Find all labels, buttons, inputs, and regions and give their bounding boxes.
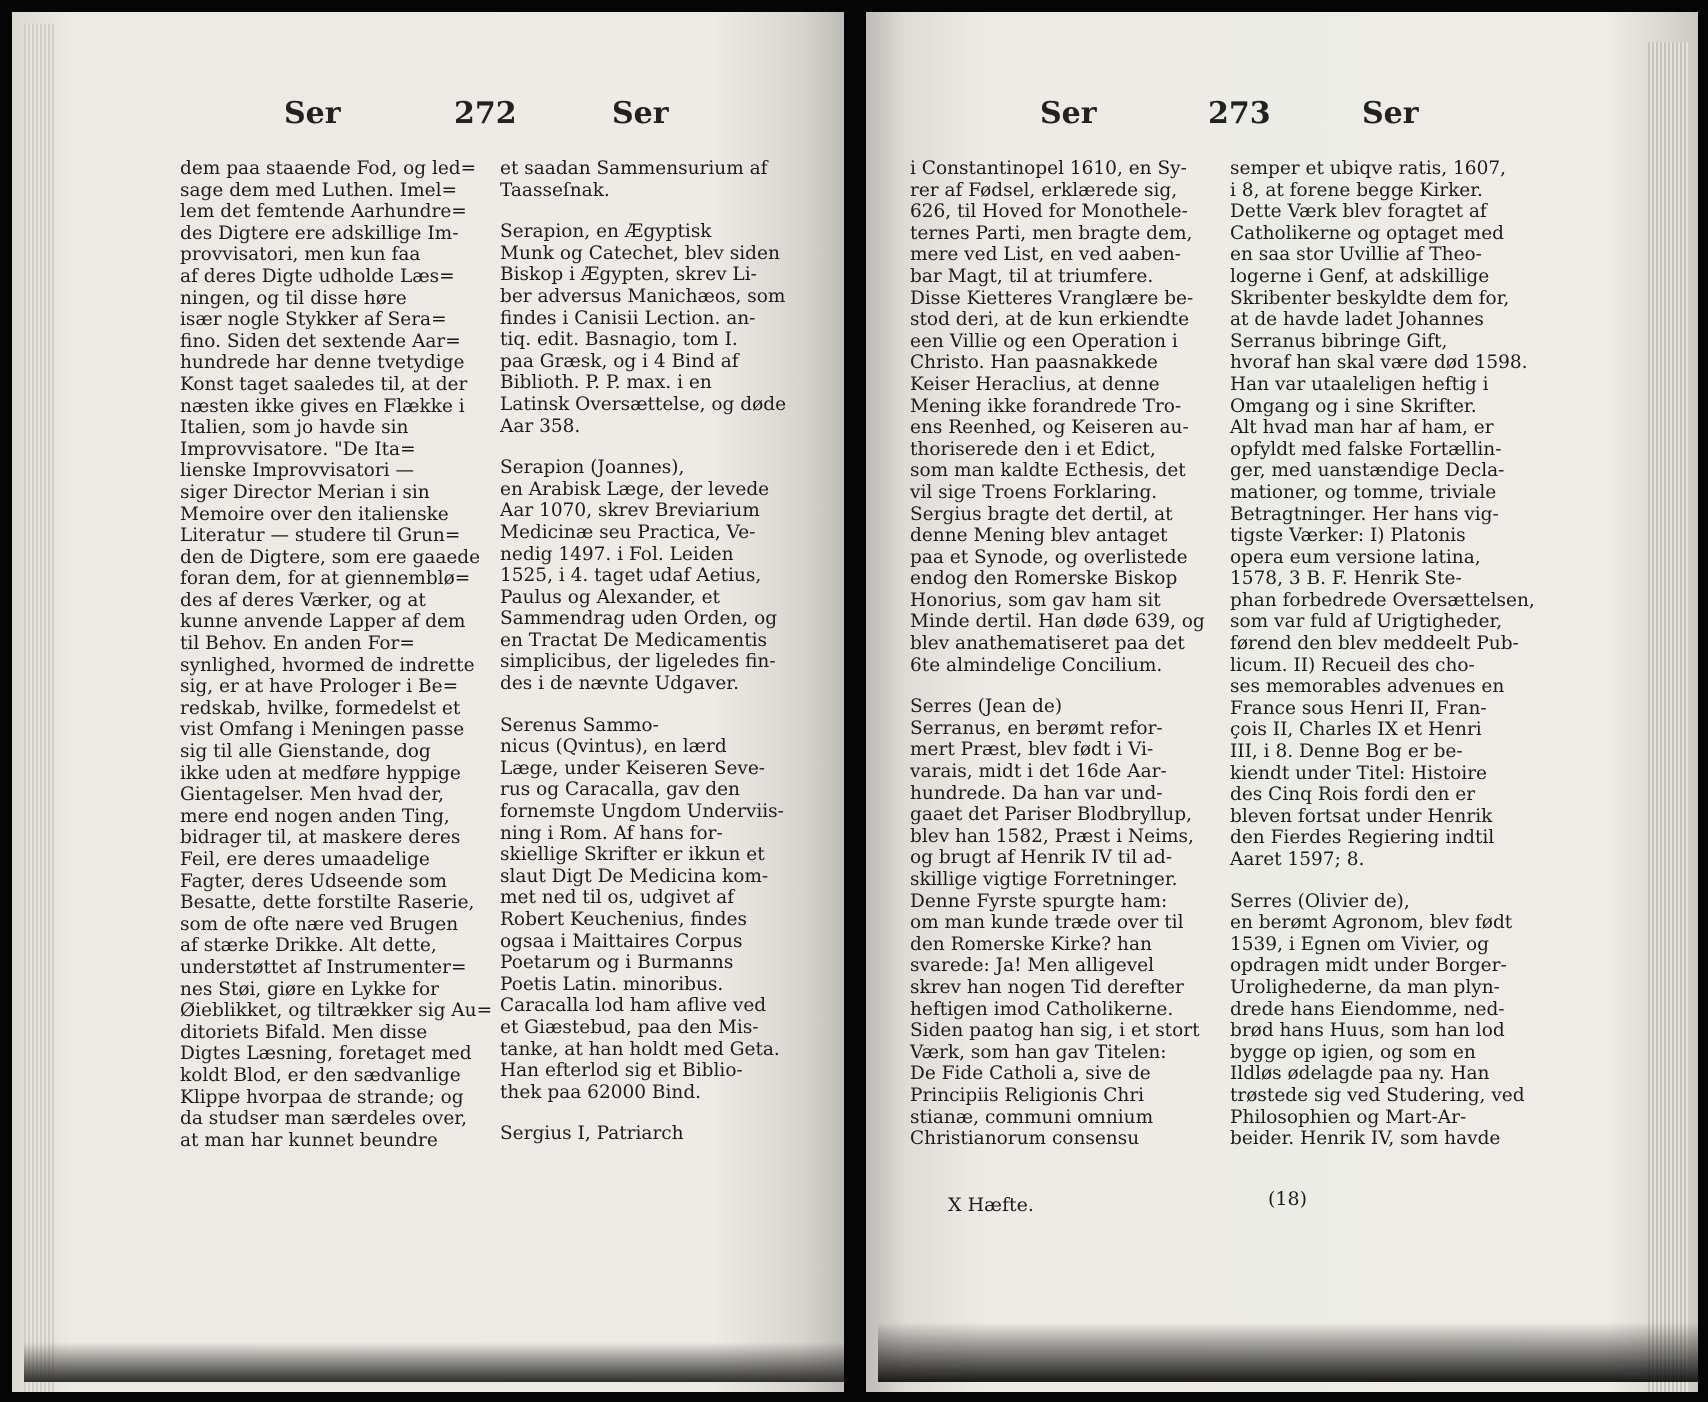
text-line: en Arabisk Læge, der levede bbox=[500, 478, 770, 500]
text-line: synlighed, hvormed de indrette bbox=[180, 654, 475, 676]
text-line: Serenus Sammo- bbox=[500, 714, 659, 736]
text-line: stod deri, at de kun erkiendte bbox=[910, 309, 1190, 331]
text-line: Betragtninger. Her hans vig- bbox=[1230, 503, 1499, 525]
text-line: som de ofte nære ved Brugen bbox=[180, 913, 459, 935]
text-line: redskab, hvilke, formedelst et bbox=[180, 697, 461, 719]
text-line: tiq. edit. Basnagio, tom I. bbox=[500, 329, 738, 351]
text-line: tanke, at han holdt med Geta. bbox=[500, 1038, 780, 1060]
text-line: Fagter, deres Udseende som bbox=[180, 870, 447, 892]
text-line: des Cinq Rois fordi den er bbox=[1230, 784, 1476, 806]
text-line: skrev han nogen Tid derefter bbox=[910, 976, 1184, 998]
text-line: skillige vigtige Forretninger. bbox=[910, 869, 1178, 890]
text-line: lem det femtende Aarhundre= bbox=[180, 201, 467, 223]
text-line: Caracalla lod ham aflive ved bbox=[500, 995, 767, 1017]
text-line: provvisatori, men kun faa bbox=[180, 244, 421, 266]
text-line: bar Magt, til at triumfere. bbox=[910, 265, 1154, 287]
text-line: en berømt Agronom, blev født bbox=[1230, 912, 1513, 934]
text-line: Italien, som jo havde sin bbox=[180, 417, 409, 439]
text-line: Improvvisatore. "De Ita= bbox=[180, 438, 416, 460]
left-header-left: Ser bbox=[284, 96, 341, 131]
text-line: des i de nævnte Udgaver. bbox=[500, 673, 739, 695]
text-line: Siden paatog han sig, i et stort bbox=[910, 1020, 1200, 1042]
text-line bbox=[500, 437, 786, 457]
right-page bbox=[866, 12, 1698, 1392]
text-line: çois II, Charles IX et Henri bbox=[1230, 719, 1482, 741]
text-line: ens Reenhed, og Keiseren au- bbox=[910, 417, 1189, 439]
text-line: gaaet det Pariser Blodbryllup, bbox=[910, 804, 1192, 826]
text-line: ningen, og til disse høre bbox=[180, 287, 407, 309]
text-line: Keiser Heraclius, at denne bbox=[910, 373, 1160, 395]
text-line: Memoire over den italienske bbox=[180, 503, 449, 525]
text-line: ses memorables advenues en bbox=[1230, 676, 1505, 698]
text-line: 626, til Hoved for Monothele- bbox=[910, 201, 1188, 223]
text-line: den Romerske Kirke? han bbox=[910, 933, 1152, 955]
text-line: sage dem med Luthen. Imel= bbox=[180, 179, 458, 201]
text-line: 1539, i Egnen om Vivier, og bbox=[1230, 933, 1490, 955]
text-line: Philosophien og Mart-Ar- bbox=[1230, 1106, 1467, 1128]
text-line: en Tractat De Medicamentis bbox=[500, 629, 768, 651]
right-page-number: 273 bbox=[1208, 96, 1271, 131]
text-line: den Fierdes Regiering indtil bbox=[1230, 827, 1495, 849]
text-line: ikke uden at medføre hyppige bbox=[180, 762, 461, 784]
text-line: Gientagelser. Men hvad der, bbox=[180, 784, 445, 806]
text-line: rus og Caracalla, gav den bbox=[500, 779, 740, 801]
text-line: brød hans Huus, som han lod bbox=[1230, 1020, 1505, 1042]
right-header-left: Ser bbox=[1040, 96, 1097, 131]
text-line: Medicinæ seu Practica, Ve- bbox=[500, 521, 756, 543]
text-line: Feil, ere deres umaadelige bbox=[180, 849, 430, 870]
text-line: ogsaa i Maittaires Corpus bbox=[500, 930, 743, 952]
text-line bbox=[500, 201, 786, 221]
text-line: paa et Synode, og overlistede bbox=[910, 546, 1188, 568]
right-column-1 bbox=[910, 158, 1205, 1150]
right-page-panel bbox=[854, 0, 1708, 1402]
text-line: trøstede sig ved Studering, ved bbox=[1230, 1084, 1525, 1106]
text-line: Han efterlod sig et Biblio- bbox=[500, 1060, 743, 1082]
text-line: af stærke Drikke. Alt dette, bbox=[180, 935, 437, 957]
text-line: nicus (Qvintus), en lærd bbox=[500, 736, 727, 758]
text-line: Catholikerne og optaget med bbox=[1230, 222, 1504, 244]
text-line: mere end nogen anden Ting, bbox=[180, 805, 450, 827]
text-line: bygge op igien, og som en bbox=[1230, 1041, 1476, 1063]
text-line: Mening ikke forandrede Tro- bbox=[910, 395, 1182, 417]
left-page-number: 272 bbox=[454, 96, 517, 131]
left-page-bottom-shadow bbox=[24, 1342, 844, 1382]
text-line: denne Mening blev antaget bbox=[910, 525, 1168, 547]
text-line bbox=[910, 676, 1205, 696]
text-line: ger, med uanstændige Decla- bbox=[1230, 460, 1505, 482]
text-line: i Constantinopel 1610, en Sy- bbox=[910, 158, 1187, 179]
text-line: Disse Kietteres Vranglære be- bbox=[910, 287, 1194, 309]
text-line: slaut Digt De Medicina kom- bbox=[500, 865, 769, 887]
text-line: skiellige Skrifter er ikkun et bbox=[500, 844, 765, 866]
text-line: Poetis Latin. minoribus. bbox=[500, 973, 724, 995]
text-line: Robert Keuchenius, findes bbox=[500, 909, 747, 930]
text-line: Klippe hvorpaa de strande; og bbox=[180, 1086, 464, 1108]
text-line: Skribenter beskyldte dem for, bbox=[1230, 287, 1510, 309]
text-line: hundrede har denne tvetydige bbox=[180, 352, 465, 374]
text-line: Serapion (Joannes), bbox=[500, 457, 685, 479]
text-line: mationer, og tomme, triviale bbox=[1230, 481, 1497, 503]
text-line: logerne i Genf, at adskillige bbox=[1230, 265, 1490, 287]
text-line: hundrede. Da han var und- bbox=[910, 782, 1163, 804]
text-line: mert Præst, blev født i Vi- bbox=[910, 739, 1154, 761]
text-line: fino. Siden det sextende Aar= bbox=[180, 330, 461, 352]
right-page-bottom-shadow bbox=[878, 1322, 1698, 1382]
text-line: Christianorum consensu bbox=[910, 1128, 1140, 1150]
text-line: Honorius, som gav ham sit bbox=[910, 589, 1161, 611]
text-line: nes Støi, giøre en Lykke for bbox=[180, 978, 439, 1000]
text-line: ternes Parti, men bragte dem, bbox=[910, 222, 1193, 244]
text-line: paa Græsk, og i 4 Bind af bbox=[500, 350, 739, 372]
right-page-edges bbox=[1648, 42, 1688, 1392]
text-line: Ildløs ødelagde paa ny. Han bbox=[1230, 1063, 1490, 1085]
text-line: ning i Rom. Af hans for- bbox=[500, 822, 723, 844]
text-line: endog den Romerske Biskop bbox=[910, 568, 1178, 590]
text-line: Serranus, en berømt refor- bbox=[910, 717, 1163, 739]
text-line: varais, midt i det 16de Aar- bbox=[910, 761, 1167, 783]
text-line: een Villie og een Operation i bbox=[910, 330, 1178, 352]
text-line: De Fide Catholi a, sive de bbox=[910, 1063, 1151, 1085]
text-line: at man har kunnet beundre bbox=[180, 1129, 438, 1151]
text-line: Aar 358. bbox=[500, 415, 581, 437]
text-line: hvoraf han skal være død 1598. bbox=[1230, 352, 1528, 374]
text-line: den de Digtere, som ere gaaede bbox=[180, 546, 481, 568]
text-line: om man kunde træde over til bbox=[910, 912, 1184, 934]
text-line: Christo. Han paasnakkede bbox=[910, 352, 1158, 374]
text-line: svarede: Ja! Men alligevel bbox=[910, 955, 1155, 977]
text-line: 6te almindelige Concilium. bbox=[910, 654, 1163, 676]
text-line: thek paa 62000 Bind. bbox=[500, 1081, 702, 1103]
text-line: til Behov. En anden For= bbox=[180, 633, 415, 655]
text-line: en saa stor Uvillie af Theo- bbox=[1230, 244, 1482, 266]
right-header-right: Ser bbox=[1362, 96, 1419, 131]
text-line: førend den blev meddeelt Pub- bbox=[1230, 633, 1519, 655]
text-line: Biblioth. P. P. max. i en bbox=[500, 372, 712, 394]
text-line: vist Omfang i Meningen passe bbox=[180, 719, 465, 741]
text-line: Digtes Læsning, foretaget med bbox=[180, 1043, 472, 1065]
text-line: lienske Improvvisatori — bbox=[180, 460, 414, 482]
text-line: som var fuld af Urigtigheder, bbox=[1230, 611, 1503, 633]
text-line bbox=[500, 1103, 786, 1123]
text-line: stianæ, communi omnium bbox=[910, 1106, 1154, 1128]
text-line: siger Director Merian i sin bbox=[180, 481, 430, 503]
text-line: Alt hvad man har af ham, er bbox=[1230, 417, 1494, 439]
text-line bbox=[500, 695, 786, 715]
text-line: Poetarum og i Burmanns bbox=[500, 952, 734, 974]
text-line: drede hans Eiendomme, ned- bbox=[1230, 998, 1505, 1020]
text-line: Læge, under Keiseren Seve- bbox=[500, 757, 766, 779]
text-line: og brugt af Henrik IV til ad- bbox=[910, 847, 1173, 869]
left-column-1 bbox=[180, 158, 492, 1151]
text-line: Omgang og i sine Skrifter. bbox=[1230, 395, 1477, 417]
left-page bbox=[12, 12, 844, 1392]
text-line: Paulus og Alexander, et bbox=[500, 586, 720, 608]
text-line: des af deres Værker, og at bbox=[180, 589, 426, 611]
text-line: bleven fortsat under Henrik bbox=[1230, 805, 1493, 827]
text-line: Munk og Catechet, blev siden bbox=[500, 242, 780, 264]
text-line: Literatur — studere til Grun= bbox=[180, 525, 461, 547]
text-line: Biskop i Ægypten, skrev Li- bbox=[500, 264, 757, 286]
text-line: ber adversus Manichæos, som bbox=[500, 285, 786, 307]
signature-mark-right: (18) bbox=[1268, 1188, 1308, 1210]
text-line: Serapion, en Ægyptisk bbox=[500, 221, 712, 243]
text-line: Han var utaaleligen heftig i bbox=[1230, 373, 1489, 395]
text-line: Taasseſnak. bbox=[500, 179, 610, 201]
text-line: Minde dertil. Han døde 639, og bbox=[910, 611, 1205, 633]
text-line: Aaret 1597; 8. bbox=[1230, 849, 1365, 870]
text-line: Øieblikket, og tiltrækker sig Au= bbox=[180, 1000, 493, 1022]
text-line: licum. II) Recueil des cho- bbox=[1230, 654, 1475, 676]
text-line: 1578, 3 B. F. Henrik Ste- bbox=[1230, 568, 1462, 590]
text-line: vil sige Troens Forklaring. bbox=[910, 481, 1158, 503]
text-line: blev han 1582, Præst i Neims, bbox=[910, 825, 1194, 847]
text-line: beider. Henrik IV, som havde bbox=[1230, 1128, 1501, 1150]
text-line bbox=[1230, 871, 1535, 891]
text-line: Latinsk Oversættelse, og døde bbox=[500, 393, 787, 415]
text-line: opdragen midt under Borger- bbox=[1230, 955, 1507, 977]
text-line: Urolighederne, da man plyn- bbox=[1230, 976, 1500, 998]
signature-mark-left: X Hæfte. bbox=[948, 1194, 1034, 1216]
text-line: næsten ikke gives en Flække i bbox=[180, 395, 465, 417]
text-line: Principiis Religionis Chri bbox=[910, 1084, 1145, 1106]
text-line: opfyldt med falske Fortællin- bbox=[1230, 438, 1502, 460]
text-line: ditoriets Bifald. Men disse bbox=[180, 1021, 428, 1043]
text-line: Serres (Jean de) bbox=[910, 696, 1063, 718]
left-page-edges bbox=[24, 24, 54, 1392]
text-line: III, i 8. Denne Bog er be- bbox=[1230, 741, 1463, 763]
text-line: kiendt under Titel: Histoire bbox=[1230, 762, 1487, 784]
text-line: blev anathematiseret paa det bbox=[910, 633, 1185, 655]
text-line: sig, er at have Prologer i Be= bbox=[180, 676, 459, 698]
text-line: phan forbedrede Oversættelsen, bbox=[1230, 589, 1535, 611]
text-line: mere ved List, en ved aaben- bbox=[910, 244, 1182, 266]
left-header-right: Ser bbox=[612, 96, 669, 131]
text-line: semper et ubiqve ratis, 1607, bbox=[1230, 158, 1507, 179]
text-line: rer af Fødsel, erklærede sig, bbox=[910, 179, 1178, 201]
text-line: i 8, at forene begge Kirker. bbox=[1230, 179, 1483, 201]
text-line: bidrager til, at maskere deres bbox=[180, 827, 461, 849]
text-line: findes i Canisii Lection. an- bbox=[500, 307, 756, 329]
text-line: Sergius I, Patriarch bbox=[500, 1123, 684, 1145]
text-line: foran dem, for at giennemblø= bbox=[180, 568, 471, 590]
text-line: kunne anvende Lapper af dem bbox=[180, 611, 466, 633]
text-line: Dette Værk blev foragtet af bbox=[1230, 201, 1487, 223]
text-line: fornemste Ungdom Underviis- bbox=[500, 801, 784, 823]
text-line: Konst taget saaledes til, at der bbox=[180, 373, 468, 395]
text-line: et saadan Sammensurium af bbox=[500, 158, 768, 179]
text-line: met ned til os, udgivet af bbox=[500, 887, 735, 909]
text-line: tigste Værker: I) Platonis bbox=[1230, 525, 1466, 547]
text-line: France sous Henri II, Fran- bbox=[1230, 697, 1487, 719]
text-line: dem paa staaende Fod, og led= bbox=[180, 158, 477, 179]
text-line: des Digtere ere adskillige Im- bbox=[180, 222, 459, 244]
text-line: heftigen imod Catholikerne. bbox=[910, 998, 1174, 1020]
text-line: Serranus bibringe Gift, bbox=[1230, 330, 1448, 352]
text-line: Værk, som han gav Titelen: bbox=[910, 1041, 1167, 1063]
text-line: Denne Fyrste spurgte ham: bbox=[910, 890, 1168, 912]
text-line: Serres (Olivier de), bbox=[1230, 890, 1410, 912]
text-line: at de havde ladet Johannes bbox=[1230, 309, 1484, 331]
text-line: Sergius bragte det dertil, at bbox=[910, 503, 1173, 525]
text-line: især nogle Stykker af Sera= bbox=[180, 309, 447, 331]
text-line: understøttet af Instrumenter= bbox=[180, 956, 467, 978]
text-line: som man kaldte Ecthesis, det bbox=[910, 460, 1186, 482]
text-line: koldt Blod, er den sædvanlige bbox=[180, 1064, 461, 1086]
text-line: opera eum versione latina, bbox=[1230, 546, 1481, 568]
text-line: da studser man særdeles over, bbox=[180, 1108, 467, 1130]
text-line: et Giæstebud, paa den Mis- bbox=[500, 1016, 759, 1038]
text-line: 1525, i 4. taget udaf Aetius, bbox=[500, 565, 762, 587]
text-line: sig til alle Gienstande, dog bbox=[180, 741, 431, 763]
right-column-2 bbox=[1230, 158, 1535, 1150]
text-line: thoriserede den i et Edict, bbox=[910, 438, 1156, 460]
text-line: nedig 1497. i Fol. Leiden bbox=[500, 543, 734, 565]
text-line: af deres Digte udholde Læs= bbox=[180, 265, 455, 287]
text-line: simplicibus, der ligeledes fin- bbox=[500, 651, 776, 673]
text-line: Besatte, dette forstilte Raserie, bbox=[180, 892, 475, 914]
left-column-2 bbox=[500, 158, 786, 1145]
text-line: Aar 1070, skrev Breviarium bbox=[500, 500, 760, 522]
text-line: Sammendrag uden Orden, og bbox=[500, 608, 778, 630]
